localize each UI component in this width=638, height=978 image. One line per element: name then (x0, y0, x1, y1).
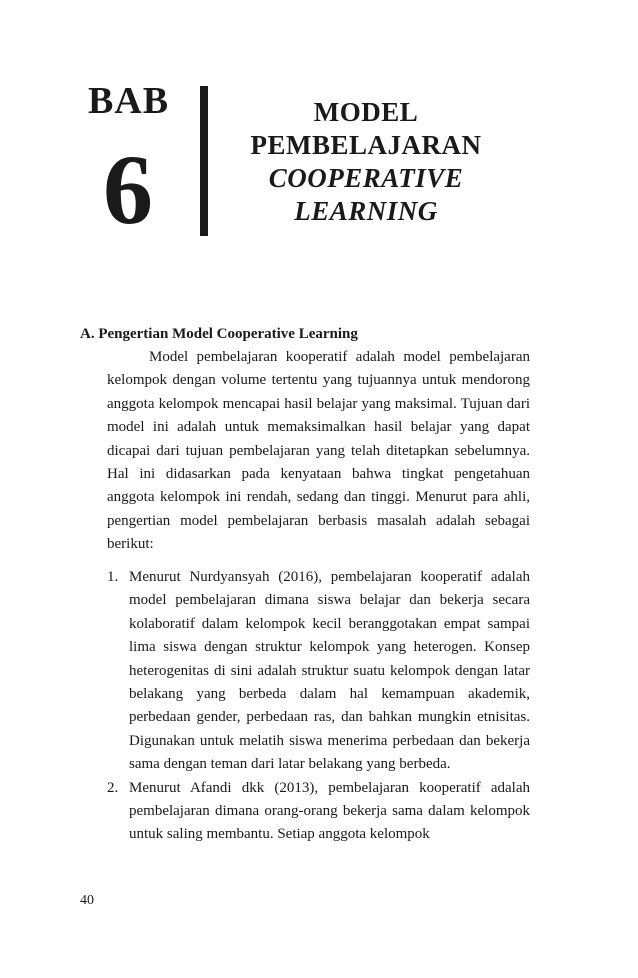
chapter-title-line: PEMBELAJARAN (250, 130, 482, 160)
chapter-title-line: COOPERATIVE (268, 163, 464, 193)
chapter-title-line: LEARNING (294, 196, 438, 226)
list-item-number: 2. (107, 779, 119, 796)
intro-paragraph (107, 346, 530, 557)
list-item (107, 566, 530, 777)
section-heading: A. Pengertian Model Cooperative Learning (80, 326, 358, 342)
page-number: 40 (80, 893, 94, 908)
chapter-title (228, 96, 504, 228)
chapter-title-line: MODEL (313, 97, 419, 127)
list-item-number: 1. (107, 569, 119, 585)
definition-list (107, 566, 530, 847)
intro-paragraph-text: Model pembelajaran kooperatif adalah model pembelajaran kelompok dengan volume tertentu yang tujuannya untuk mendorong anggota kelompok mencapai hasil belajar yang maksimal. Tujuan dari model ini adalah untuk memaksimalkan hasil belajar yang dapat dicapai dari tujuan pembelajaran yang telah ditetapkan sebelumnya. Hal ini didasarkan pada kenyataan bahwa tingkat pengetahuan anggota kelompok ini rendah, sedang dan tinggi. Menurut para ahli, pengertian model pembelajaran berbasis masalah adalah sebagai berikut: (107, 349, 530, 553)
chapter-divider (200, 86, 208, 236)
list-item-text: Menurut Afandi dkk (2013), pembelajaran kooperatif adalah pembelajaran dimana orang-orang bekerja sama dalam kelompok untuk saling membantu. Setiap anggota kelompok (129, 779, 530, 843)
list-item-text: Menurut Nurdyansyah (2016), pembelajaran kooperatif adalah model pembelajaran dimana siswa belajar dan bekerja secara kolaboratif dalam kelompok kecil beranggotakan empat sampai lima siswa dengan struktur kelompok yang heterogen. Konsep heterogenitas di sini adalah struktur suatu kelompok dengan latar belakang yang berbeda dalam hal kemampuan akademik, perbedaan gender, perbedaan ras, dan bahkan mungkin etnisitas. Digunakan untuk melatih siswa menerima perbedaan dan bekerja sama dengan teman dari latar belakang yang berbeda. (129, 569, 530, 773)
chapter-label: BAB (88, 80, 170, 122)
chapter-number: 6 (103, 134, 153, 245)
list-item (107, 777, 530, 847)
